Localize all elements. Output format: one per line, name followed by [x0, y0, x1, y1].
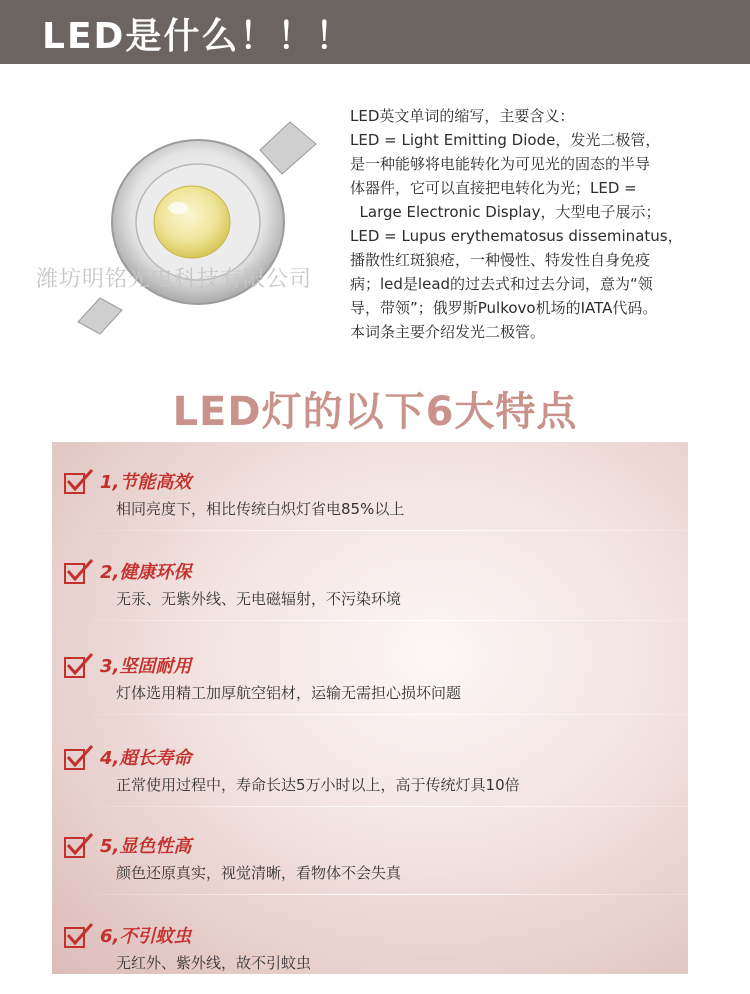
description-line: LED英文单词的缩写，主要含义： [350, 107, 575, 125]
feature-desc: 颜色还原真实，视觉清晰，看物体不会失真 [116, 864, 402, 882]
feature-title: 6,不引蚊虫 [100, 926, 192, 947]
checkbox-checked-icon [64, 832, 94, 858]
company-watermark: 潍坊明铭光电科技有限公司 [36, 267, 313, 292]
feature-title: 3,坚固耐用 [100, 656, 192, 677]
feature-title: 2,健康环保 [100, 562, 192, 583]
checkbox-checked-icon [64, 744, 94, 770]
divider [92, 806, 688, 807]
description-line: LED = Light Emitting Diode，发光二极管， [350, 131, 661, 149]
feature-title: 5,显色性高 [100, 836, 192, 857]
checkbox-checked-icon [64, 558, 94, 584]
feature-item [52, 728, 688, 816]
feature-desc: 正常使用过程中，寿命长达5万小时以上，高于传统灯具10倍 [116, 776, 520, 794]
divider [92, 714, 688, 715]
description-line: 体器件，它可以直接把电转化为光；LED = [350, 179, 637, 197]
feature-item [52, 542, 688, 630]
feature-desc: 无汞、无紫外线、无电磁辐射，不污染环境 [116, 590, 402, 608]
divider [92, 530, 688, 531]
feature-item [52, 816, 688, 904]
feature-item [52, 636, 688, 724]
description-line: 病；led是lead的过去式和过去分词，意为“领 [350, 275, 653, 293]
feature-desc: 灯体选用精工加厚航空铝材，运输无需担心损坏问题 [116, 684, 462, 702]
checkbox-checked-icon [64, 652, 94, 678]
header-bar [0, 0, 750, 64]
description-line: 是一种能够将电能转化为可见光的固态的半导 [350, 155, 651, 173]
led-description [350, 104, 730, 344]
features-panel [52, 442, 688, 974]
feature-item [52, 452, 688, 540]
divider [92, 620, 688, 621]
checkbox-checked-icon [64, 468, 94, 494]
description-line: Large Electronic Display，大型电子展示； [350, 203, 661, 221]
feature-desc: 无红外、紫外线，故不引蚊虫 [116, 954, 312, 972]
feature-item [52, 906, 688, 994]
feature-title: 4,超长寿命 [100, 748, 192, 769]
feature-desc: 相同亮度下，相比传统白炽灯省电85%以上 [116, 500, 405, 518]
features-heading: LED灯的以下6大特点 [172, 389, 578, 435]
description-line: 导，带领”；俄罗斯Pulkovo机场的IATA代码。 [350, 299, 658, 317]
page-title: LED是什么！！！ [42, 16, 354, 57]
description-line: 播散性红斑狼疮，一种慢性、特发性自身免疫 [350, 251, 651, 269]
divider [92, 894, 688, 895]
description-line: 本词条主要介绍发光二极管。 [350, 323, 546, 341]
description-line: LED = Lupus erythematosus disseminatus， [350, 227, 683, 245]
led-chip-image [60, 110, 320, 340]
feature-title: 1,节能高效 [100, 472, 192, 493]
checkbox-checked-icon [64, 922, 94, 948]
